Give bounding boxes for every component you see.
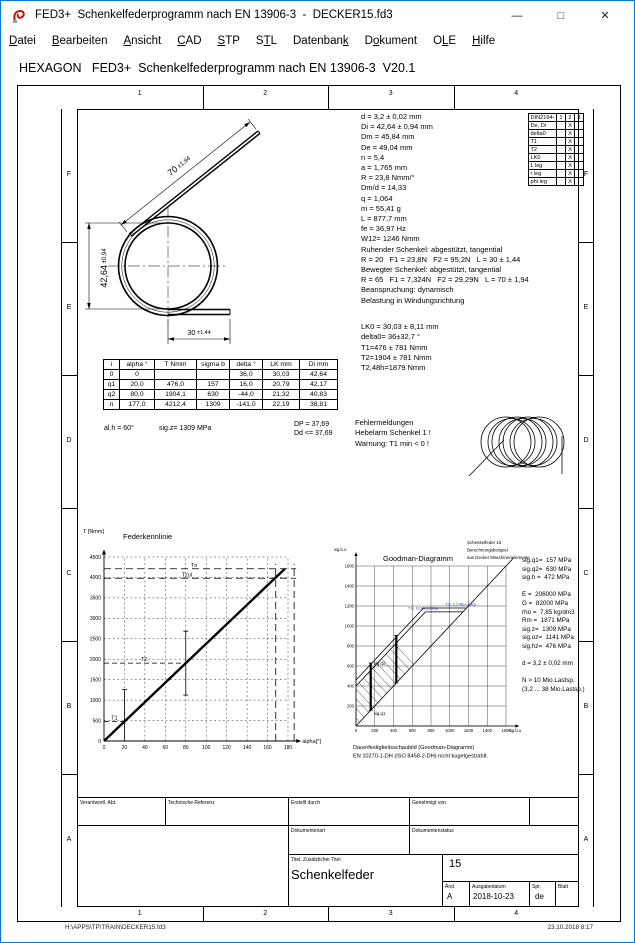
title-block-line (77, 825, 579, 826)
y-tick-label: 600 (347, 663, 354, 669)
upper-leg-line (129, 131, 258, 234)
x-tick-label: 160 (263, 745, 272, 751)
hatch-line (359, 683, 378, 703)
hatch-line (356, 718, 360, 722)
label-verantwortl: Verantwortl. Abt. (80, 800, 117, 806)
reference-label: T1 (111, 715, 118, 722)
boundary-label: T.O. 3,2 Mio.Lastsp. (445, 602, 478, 607)
text-line: R = 23,8 Nmm/° (361, 173, 415, 183)
grid-row-label: C (583, 569, 589, 577)
y-axis-arrow (102, 550, 106, 555)
text-line: R = 20 F1 = 23,8N F2 = 95,2N L = 30 ± 1,44 (361, 254, 521, 264)
label-spr: Spr. (532, 884, 541, 890)
menu-dokument[interactable]: Dokument (364, 35, 418, 47)
text-line: delta0= 36±32,7 ° (361, 332, 421, 342)
label-dokumentenstatus: Dokumentenstatus (412, 828, 454, 834)
minimize-button[interactable]: — (511, 10, 523, 22)
title-bar (1, 1, 634, 31)
reference-label: T2 (140, 657, 148, 664)
grid-divider (328, 85, 329, 109)
text-line: T2,48h=1879 Nmm (361, 363, 426, 373)
text-line: T1=476 ± 781 Nmm (361, 342, 428, 352)
grid-divider (61, 641, 77, 642)
reference-label: Tn (190, 562, 198, 569)
title-block-line (529, 881, 530, 907)
menu-datei[interactable]: Datei (9, 35, 36, 47)
text-line: Di = 42,64 ± 0,94 mm (361, 122, 433, 132)
text-line: d = 3,2 ± 0,02 mm (522, 660, 573, 668)
title-block-line (165, 797, 166, 825)
upper-leg-cap (258, 131, 260, 133)
stress-label: sig.q1 (373, 710, 386, 716)
y-tick-label: 400 (347, 683, 354, 689)
label-ausgabedatum: Ausgabedatum (472, 884, 506, 890)
hatch-line (377, 664, 396, 684)
text-line (8, 0, 15, 1)
grid-divider (579, 508, 593, 509)
text-line: E = 206000 MPa (522, 591, 571, 599)
text-line: a = 1,765 mm (361, 163, 408, 173)
title-block-line (442, 854, 443, 907)
menu-cad[interactable]: CAD (177, 35, 202, 47)
characteristic-line (104, 569, 285, 741)
table-header-row: i alpha ° T Nmm sigma b delta ° LK mm Di mm (104, 360, 338, 370)
document-title: Schenkelfeder (291, 867, 375, 882)
table-row: 0 0 36,0 30,03 42,64 (104, 370, 338, 380)
x-tick-label: 1000 (445, 728, 455, 733)
table-row: LK0 X (529, 154, 584, 162)
coil-3d-circle (503, 417, 553, 467)
dimension-text: 42,64 ±0,94 (99, 248, 109, 288)
text-line: Ruhender Schenkel: abgestützt, tangential (361, 244, 503, 254)
grid-col-label: 2 (263, 90, 268, 97)
text-line (1, 0, 8, 1)
grid-row-label: A (66, 835, 72, 843)
grid-col-label: 4 (514, 910, 519, 917)
x-tick-label: 600 (408, 728, 416, 733)
text-line: fe = 36,97 Hz (361, 224, 406, 234)
text-line: Fehlermeldungen (355, 418, 414, 427)
label-titel: Titel, Zusätzlicher Titel (291, 857, 341, 863)
caption-line: EN 10270-1-DH (ISO 8458-2-DH) nicht kugelgestrahlt. (353, 753, 488, 760)
grid-divider (328, 907, 329, 922)
x-tick-label: 800 (427, 728, 435, 733)
y-tick-label: 1000 (344, 623, 354, 629)
text-line: rho = 7,85 kg/dm3 (522, 608, 575, 616)
text-line: sig.h = 472 MPa (522, 574, 570, 582)
dim-arrow (168, 337, 174, 341)
text-line: R = 65 F1 = 7,324N F2 = 29,29N L = 70 ± 1,94 (361, 275, 529, 285)
text-line: q = 1,064 (361, 193, 393, 203)
text-line: G = 82000 MPa (522, 599, 569, 607)
y-tick-label: 4000 (89, 575, 101, 582)
window-title: FED3+ Schenkelfederprogramm nach EN 13906-3 - DECKER15.fd3 (35, 9, 393, 21)
dim-arrow (87, 303, 91, 309)
text-line: sig.q1= 157 MPa (522, 557, 572, 564)
y-tick-label: 1200 (344, 603, 354, 609)
x-tick-label: 180 (283, 745, 293, 751)
x-tick-label: 400 (390, 728, 397, 733)
x-tick-label: 0 (354, 728, 358, 733)
menu-ole[interactable]: OLE (433, 35, 457, 47)
spring-drawing (83, 113, 268, 351)
text-line (29, 0, 36, 1)
tolerance-block (361, 322, 439, 373)
x-tick-label: 140 (242, 745, 252, 751)
title-block-line (288, 854, 579, 855)
title-block (77, 797, 579, 907)
title-block-line (529, 797, 530, 825)
text-line: Warnung: T1 min < 0 ! (355, 438, 429, 448)
text-line: LK0 = 30,03 ± 8,11 mm (361, 322, 439, 331)
hatch-line (395, 644, 414, 664)
goodman-diagram (331, 535, 549, 775)
grid-row-label: F (583, 170, 589, 178)
label-erstellt: Erstellt durch (291, 800, 321, 806)
grid-row-label: B (583, 702, 589, 710)
grid-divider (61, 508, 77, 509)
close-button[interactable]: ✕ (600, 10, 610, 22)
label-referenz: Technische Referenz (168, 800, 215, 806)
text-line: Rm = 1871 MPa (522, 617, 570, 625)
x-tick-label: 40 (142, 745, 148, 751)
value-ausgabedatum: 2018-10-23 (473, 892, 514, 901)
menu-ansicht[interactable]: Ansicht (123, 35, 162, 47)
chart-title: Federkennlinie (123, 532, 173, 541)
x-tick-label: 200 (371, 728, 379, 733)
table-row: q2 80,0 1904,1 630 -44,0 21,32 40,83 (104, 390, 338, 400)
text-line: Dm/d = 14,33 (361, 183, 407, 193)
table-row: DIN2194- 1 2 3 (529, 114, 584, 122)
table-row: n 177,0 4212,4 1309 -141,0 22,19 38,81 (104, 400, 338, 410)
y-axis-label: T [Nmm] (83, 529, 104, 535)
text-line: Hebelarm Schenkel 1 ! (355, 428, 431, 438)
grid-row-label: A (583, 835, 589, 843)
text-line (22, 0, 29, 1)
x-tick-label: 0 (102, 745, 106, 751)
menu-datenbank[interactable]: Datenbank (293, 35, 349, 47)
menu-hilfe[interactable]: Hilfe (472, 35, 496, 47)
x-tick-label: 120 (222, 745, 231, 751)
coil-3d-circle (499, 419, 546, 466)
grid-divider (579, 375, 593, 376)
text-line: Bewegter Schenkel: abgestützt, tangential (361, 265, 502, 275)
x-tick-label: 1200 (463, 728, 474, 733)
spring-spec-block (361, 112, 529, 306)
grid-row-label: D (583, 436, 589, 444)
x-axis-label: alpha[°] (302, 739, 321, 745)
text-line: n = 5,4 (361, 152, 385, 162)
table-row: r leg X (529, 170, 584, 178)
goodman-boundary (356, 608, 467, 680)
menu-bearbeiten[interactable]: Bearbeiten (51, 35, 108, 47)
text-line: d = 3,2 ± 0,02 mm (361, 112, 422, 121)
grid-divider (454, 907, 455, 922)
text-line: Dm = 45,84 mm (361, 132, 415, 142)
grid-col-label: 1 (137, 910, 142, 917)
dim-ext-line (248, 119, 256, 129)
diagonal-line (356, 558, 514, 726)
label-aend: Änd. (445, 884, 456, 890)
note-sig-z: sig.z= 1309 MPa (159, 425, 212, 432)
table-row: T2 X (529, 146, 584, 154)
grid-row-label: B (66, 702, 72, 710)
grid-col-label: 3 (388, 910, 393, 917)
y-tick-label: 1400 (344, 583, 354, 589)
boundary-label: T.O. 10 Mio.Lastsp. (408, 606, 439, 611)
grid-row-label: E (583, 303, 589, 311)
y-tick-label: 0 (98, 738, 101, 745)
title-block-line (555, 881, 556, 907)
note-dd: Dd <= 37,69 (294, 430, 333, 437)
label-genehmigt: Genehmigt von (412, 800, 446, 806)
table-row: phi leg X (529, 178, 584, 186)
spring-characteristic-chart (81, 525, 331, 757)
y-axis-arrow (354, 552, 357, 556)
title-block-line (77, 797, 579, 798)
text-line: m = 55,41 g (361, 203, 401, 213)
label-blatt: Blatt (558, 884, 569, 890)
dimension-text: 30 ±1,44 (187, 328, 211, 337)
y-tick-label: 200 (347, 703, 354, 709)
coil-3d-circle (492, 417, 542, 467)
x-tick-label: 20 (121, 745, 128, 751)
print-datetime: 23.10.2018 8:17 (547, 924, 593, 931)
grid-band-line (593, 109, 594, 907)
maximize-button[interactable]: □ (557, 10, 565, 22)
y-tick-label: 2500 (89, 636, 101, 643)
text-line: (3,2 ... 38 Mio.Lastsp.) (522, 685, 585, 693)
text-line: N > 10 Mio.Lastsp. (522, 677, 575, 685)
title-block-line (288, 797, 289, 907)
grid-col-label: 4 (514, 90, 519, 97)
text-line: Beanspruchung: dynamisch (361, 285, 454, 295)
grid-band-line (61, 109, 62, 907)
y-tick-label: 1500 (89, 677, 101, 684)
text-line: De = 49,04 mm (361, 142, 413, 152)
grid-row-label: D (66, 436, 72, 444)
coil-3d-circle (481, 417, 531, 467)
grid-col-label: 1 (137, 90, 142, 97)
reference-label: Tzul (181, 572, 193, 579)
text-line: sig.q2= 630 MPa (522, 565, 572, 573)
text-line: sig.oz= 1141 MPa (522, 634, 574, 642)
din2194-table (528, 113, 584, 186)
leg-line (469, 440, 504, 476)
dim-arrow (224, 337, 230, 341)
grid-divider (203, 907, 204, 922)
text-line: sig.hz= 476 MPa (522, 642, 571, 650)
y-tick-label: 4500 (89, 554, 101, 561)
text-line: W12= 1246 Nmm (361, 234, 420, 244)
y-tick-label: 500 (92, 718, 101, 725)
value-aend: A (447, 892, 453, 901)
table-row: T1 X (529, 138, 584, 146)
spring-3d-sketch (466, 406, 581, 481)
dimension-text: 70 ±1,94 (165, 155, 193, 178)
copyright-note-english (1, 0, 36, 1)
chart-title: Goodman-Diagramm (383, 554, 454, 563)
title-block-line (442, 881, 579, 882)
menu-bar (1, 31, 634, 54)
x-tick-label: 1600 (501, 728, 511, 733)
document-number: 15 (449, 858, 462, 870)
table-row: De, Di X (529, 122, 584, 130)
dim-line (121, 122, 250, 225)
grid-col-label: 3 (388, 90, 393, 97)
grid-col-label: 2 (263, 910, 268, 917)
x-tick-label: 1400 (482, 728, 492, 733)
coil-3d-circle (510, 419, 557, 466)
grid-divider (454, 85, 455, 109)
grid-row-label: F (66, 170, 72, 178)
note-line: aus Decker Maschinenelemente (467, 555, 530, 560)
grid-row-label: E (66, 303, 72, 311)
coil-3d-circle (514, 417, 564, 467)
y-tick-label: 1600 (344, 563, 354, 569)
note-line: Berechnungsbeispiel (467, 547, 508, 553)
y-tick-label: 1000 (89, 697, 101, 704)
title-block-line (469, 881, 470, 907)
value-spr: de (535, 892, 544, 901)
note-line: Schenkelfeder 15 (467, 540, 502, 545)
y-axis-label: sig.b.o (334, 547, 347, 552)
note-alpha-h: al.h = 60° (104, 425, 134, 432)
app-icon (11, 8, 27, 24)
x-tick-label: 100 (202, 745, 211, 751)
page-title: HEXAGON FED3+ Schenkelfederprogramm nach EN 13906-3 V20.1 (19, 61, 416, 75)
text-line (15, 0, 22, 1)
text-line: sig.z= 1309 MPa (522, 625, 571, 633)
y-tick-label: 3500 (89, 595, 101, 602)
x-axis-arrow (296, 739, 301, 743)
table-row: delta0 X (529, 130, 584, 138)
grid-divider (61, 375, 77, 376)
text-line: T2=1904 ± 781 Nmm (361, 352, 432, 362)
hatch-line (391, 649, 410, 669)
hatch-line (356, 708, 364, 717)
y-tick-label: 800 (347, 643, 354, 649)
table-row: q1 20,0 476,0 157 16,0 20,79 42,17 (104, 380, 338, 390)
hatch-line (373, 668, 392, 688)
grid-divider (203, 85, 204, 109)
y-tick-label: 3000 (89, 616, 101, 623)
x-tick-label: 80 (182, 745, 189, 751)
hatch-line (364, 678, 383, 698)
text-line: Belastung in Windungsrichtung (361, 295, 465, 305)
grid-divider (61, 774, 77, 775)
note-dp: DP = 37,69 (294, 421, 330, 428)
grid-row-label: C (66, 569, 72, 577)
caption-line: Dauerfestigkeitsschaubild (Goodman-Diagramm) (353, 745, 475, 751)
text-line: L = 877,7 mm (361, 214, 407, 224)
grid-divider (579, 641, 593, 642)
title-block-line (409, 797, 410, 854)
file-path: H:\APPS\TP\TRAIN\DECKER15.fd3 (65, 924, 166, 931)
grid-divider (579, 242, 593, 243)
y-tick-label: 2000 (89, 657, 101, 664)
x-axis-label: sig.b.u (508, 728, 522, 733)
table-row: L leg X (529, 162, 584, 170)
dim-arrow (87, 223, 91, 229)
menu-stp[interactable]: STP (217, 35, 240, 47)
x-tick-label: 60 (162, 745, 169, 751)
grid-divider (579, 774, 593, 775)
upper-leg-line (131, 133, 260, 236)
label-dokumentenart: Dokumentenart (291, 828, 326, 834)
coil-3d-circle (488, 419, 535, 466)
menu-stl[interactable]: STL (255, 35, 277, 47)
results-table (103, 359, 338, 410)
grid-divider (61, 242, 77, 243)
error-messages-block (355, 418, 431, 449)
stress-label: sig.q2 (373, 660, 386, 666)
